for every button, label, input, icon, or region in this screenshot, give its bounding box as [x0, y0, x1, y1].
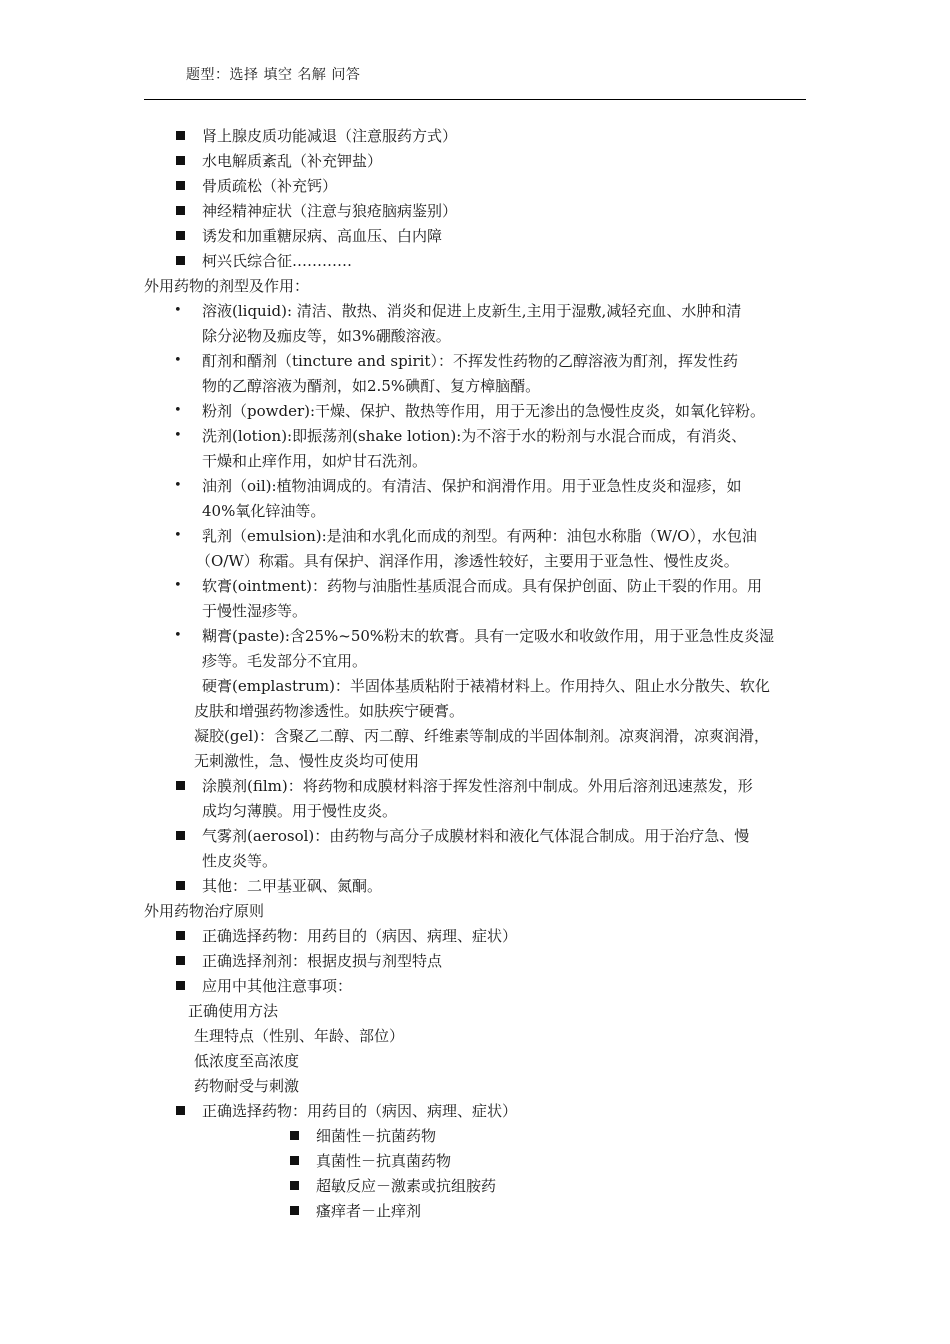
- dosage-item-line: 疹等。毛发部分不宜用。: [202, 652, 368, 670]
- bullet-square: [290, 1156, 299, 1165]
- principle-item: 正确选择药物：用药目的（病因、病理、症状）: [202, 1102, 518, 1120]
- list-item: 水电解质紊乱（补充钾盐）: [202, 152, 383, 170]
- note-item: 药物耐受与刺激: [194, 1077, 300, 1095]
- bullet-dot: •: [174, 628, 182, 643]
- drug-choice-item: 超敏反应－激素或抗组胺药: [316, 1177, 497, 1195]
- list-item: 肾上腺皮质功能减退（注意服药方式）: [202, 127, 458, 145]
- bullet-square: [290, 1131, 299, 1140]
- bullet-square: [176, 131, 185, 140]
- bullet-square: [176, 256, 185, 265]
- bullet-square: [290, 1206, 299, 1215]
- square-item-line: 成均匀薄膜。用于慢性皮炎。: [202, 802, 398, 820]
- dosage-item-line: 于慢性湿疹等。: [202, 602, 308, 620]
- bullet-dot: •: [174, 528, 182, 543]
- bullet-dot: •: [174, 428, 182, 443]
- dosage-item-line: 乳剂（emulsion):是油和水乳化而成的剂型。有两种：油包水称脂（W/O），水包油: [202, 527, 757, 545]
- principle-item: 正确选择剂剂：根据皮损与剂型特点: [202, 952, 443, 970]
- plain-item-line: 硬膏(emplastrum)：半固体基质粘附于裱褙材料上。作用持久、阻止水分散失、软化: [202, 677, 770, 695]
- list-item: 柯兴氏综合征…………: [202, 252, 353, 270]
- note-item: 低浓度至高浓度: [194, 1052, 300, 1070]
- bullet-square: [176, 1106, 185, 1115]
- dosage-item-line: 溶液(liquid): 清洁、散热、消炎和促进上皮新生,主用于湿敷,减轻充血、水肿和清: [202, 302, 742, 320]
- dosage-item-line: 干燥和止痒作用，如炉甘石洗剂。: [202, 452, 428, 470]
- principle-item: 正确选择药物：用药目的（病因、病理、症状）: [202, 927, 518, 945]
- dosage-item-line: 软膏(ointment)：药物与油脂性基质混合而成。具有保护创面、防止干裂的作用。用: [202, 577, 763, 595]
- list-item: 骨质疏松（补充钙）: [202, 177, 338, 195]
- principle-item: 应用中其他注意事项：: [202, 977, 353, 995]
- dosage-item-line: （O/W）称霜。具有保护、润泽作用，渗透性较好，主要用于亚急性、慢性皮炎。: [196, 552, 739, 570]
- dosage-item-line: 洗剂(lotion):即振荡剂(shake lotion):为不溶于水的粉剂与水混合而成，有消炎、: [202, 427, 747, 445]
- dosage-item-line: 除分泌物及痂皮等，如3%硼酸溶液。: [202, 327, 451, 345]
- bullet-square: [176, 956, 185, 965]
- page-header: 题型：选择 填空 名解 问答: [186, 67, 361, 83]
- bullet-square: [176, 881, 185, 890]
- note-item: 正确使用方法: [188, 1002, 279, 1020]
- bullet-dot: •: [174, 403, 182, 418]
- bullet-square: [176, 156, 185, 165]
- list-item: 诱发和加重糖尿病、高血压、白内障: [202, 227, 443, 245]
- dosage-item-line: 酊剂和醑剂（tincture and spirit）：不挥发性药物的乙醇溶液为酊剂，挥发性药: [202, 352, 738, 370]
- note-item: 生理特点（性别、年龄、部位）: [194, 1027, 405, 1045]
- bullet-square: [176, 831, 185, 840]
- plain-item-line: 凝胶(gel)：含聚乙二醇、丙二醇、纤维素等制成的半固体制剂。凉爽润滑，凉爽润滑，: [194, 727, 769, 745]
- drug-choice-item: 细菌性－抗菌药物: [316, 1127, 437, 1145]
- header-rule: [144, 99, 806, 100]
- dosage-item-line: 粉剂（powder):干燥、保护、散热等作用，用于无渗出的急慢性皮炎，如氧化锌粉。: [202, 402, 766, 420]
- list-item: 神经精神症状（注意与狼疮脑病鉴别）: [202, 202, 458, 220]
- bullet-dot: •: [174, 578, 182, 593]
- bullet-dot: •: [174, 303, 182, 318]
- dosage-item-line: 油剂（oil):植物油调成的。有清洁、保护和润滑作用。用于亚急性皮炎和湿疹，如: [202, 477, 742, 495]
- bullet-dot: •: [174, 353, 182, 368]
- bullet-square: [176, 781, 185, 790]
- square-item-line: 性皮炎等。: [202, 852, 278, 870]
- square-item-line: 涂膜剂(film)：将药物和成膜材料溶于挥发性溶剂中制成。外用后溶剂迅速蒸发，形: [202, 777, 753, 795]
- bullet-square: [290, 1181, 299, 1190]
- section-heading-principles: 外用药物治疗原则: [144, 902, 265, 920]
- bullet-square: [176, 181, 185, 190]
- bullet-square: [176, 981, 185, 990]
- drug-choice-item: 瘙痒者－止痒剂: [316, 1202, 422, 1220]
- plain-item-line: 无刺激性，急、慢性皮炎均可使用: [194, 752, 420, 770]
- dosage-item-line: 物的乙醇溶液为醑剂，如2.5%碘酊、复方樟脑醑。: [202, 377, 541, 395]
- bullet-square: [176, 231, 185, 240]
- bullet-dot: •: [174, 478, 182, 493]
- bullet-square: [176, 931, 185, 940]
- section-heading-dosage: 外用药物的剂型及作用：: [144, 277, 310, 295]
- dosage-item-line: 糊膏(paste):含25%~50%粉末的软膏。具有一定吸水和收敛作用，用于亚急性皮炎湿: [202, 627, 775, 645]
- bullet-square: [176, 206, 185, 215]
- square-item-line: 气雾剂(aerosol)：由药物与高分子成膜材料和液化气体混合制成。用于治疗急、慢: [202, 827, 750, 845]
- plain-item-line: 皮肤和增强药物渗透性。如肤疾宁硬膏。: [194, 702, 465, 720]
- drug-choice-item: 真菌性－抗真菌药物: [316, 1152, 452, 1170]
- square-item-line: 其他：二甲基亚砜、氮酮。: [202, 877, 383, 895]
- dosage-item-line: 40%氧化锌油等。: [202, 502, 326, 520]
